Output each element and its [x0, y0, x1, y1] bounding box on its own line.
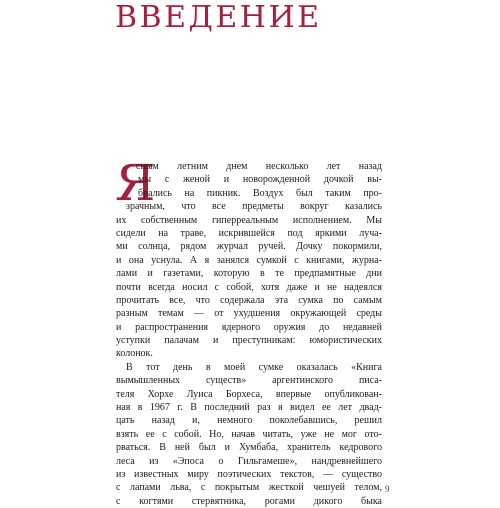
text-line: прочитать все, что содержала эта сумка по самым: [116, 294, 382, 306]
text-line: цать назад и, немного поколебавшись, решил: [116, 415, 382, 427]
text-line: с когтями стервятника, рогами дикого быка: [116, 495, 382, 507]
text-line: вымышленных существ» аргентинского писа-: [116, 375, 382, 387]
text-line: рваться. В ней был и Хумбаба, хранитель кедрового: [116, 442, 382, 454]
chapter-title: ВВЕДЕНИЕ: [115, 0, 322, 35]
text-line: разным темам — от ухудшения окружающей среды: [116, 308, 382, 320]
text-line: мы с женой и новорожденной дочкой вы-: [138, 174, 382, 186]
text-line: сным летним днем несколько лет назад: [136, 161, 382, 172]
text-line: ная в 1967 г. В последний раз я видел ее лет двад-: [116, 402, 382, 414]
text-line: В тот день в моей сумке оказалась «Книга: [126, 361, 382, 373]
text-line: почти всегда носил с собой, хотя даже и не надеялся: [116, 281, 382, 293]
text-line: теля Хорхе Луиса Борхеса, впервые опубликован-: [116, 388, 382, 400]
text-line: брались на пикник. Воздух был таким про-: [138, 187, 382, 199]
text-line: и распространения ядерного оружия до недавней: [116, 321, 382, 333]
text-line: уступки палачам и преступникам: юмористических: [116, 335, 382, 347]
text-line: их собственным гиперреальным исполнением. Мы: [116, 214, 382, 226]
text-line: сидели на траве, искрившейся под яркими луча-: [116, 227, 382, 239]
text-line: лами и газетами, которую в те предпамятные дни: [116, 268, 382, 280]
text-line: зрачным, что все предметы вокруг казались: [126, 201, 382, 213]
text-line: с лапами льва, с покрытым жесткой чешуей телом,: [116, 482, 382, 494]
text-line: колонок.: [116, 348, 153, 360]
body-text: [115, 154, 382, 508]
text-line: леса из «Эпоса о Гильгамеше», нандревнейшего: [116, 455, 382, 467]
page-number: 9: [385, 484, 390, 494]
drop-cap: Я: [115, 154, 156, 212]
text-line: и она уснула. А я занялся сумкой с книгами, журна-: [116, 254, 382, 266]
text-line: ми солнца, рядом журчал ручей. Дочку покормили,: [116, 241, 382, 253]
text-line: взять ее с собой. Но, начав читать, уже не мог ото-: [116, 428, 382, 440]
text-line: из известных миру поэтических текстов, — существо: [116, 468, 382, 480]
